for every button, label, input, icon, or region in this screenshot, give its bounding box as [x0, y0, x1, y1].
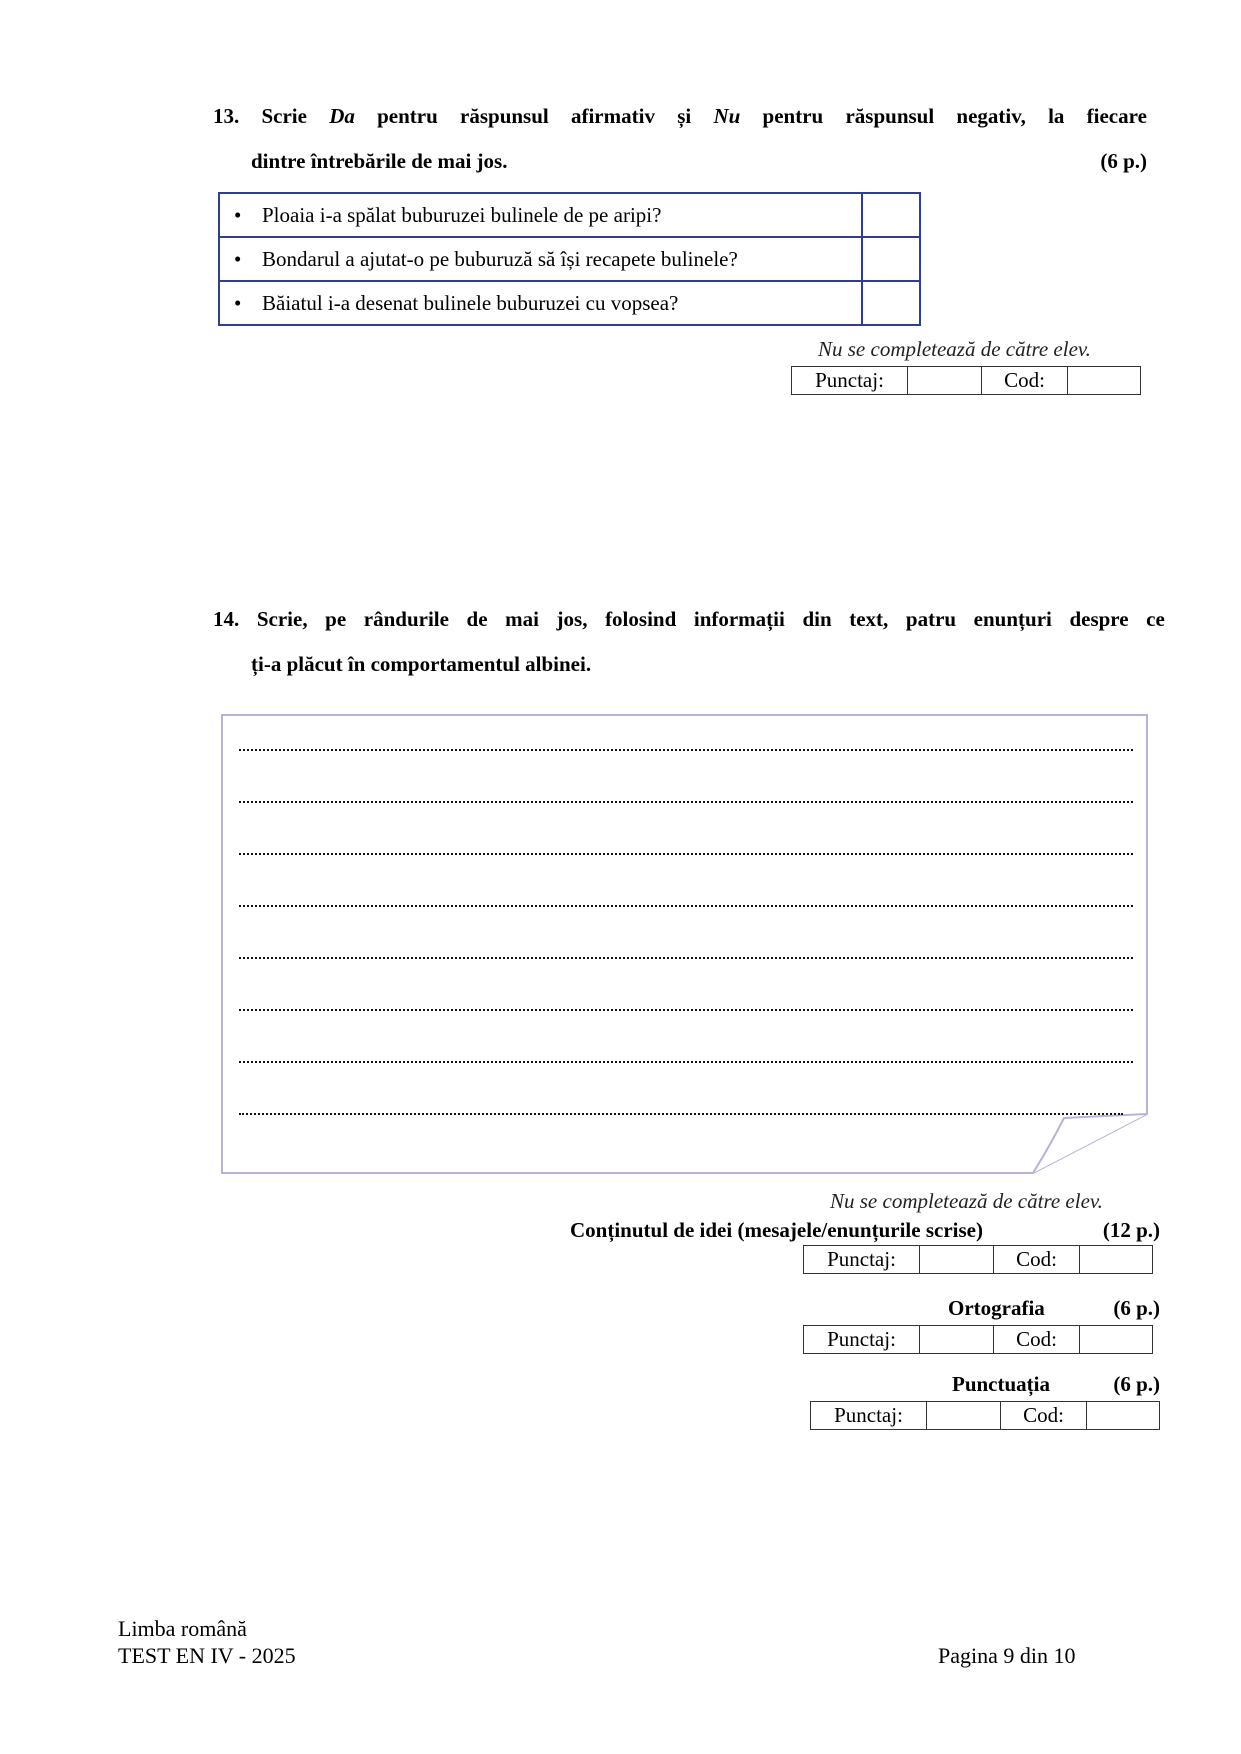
q14-number: 14.	[213, 607, 240, 631]
q14-line-1: 14. Scrie, pe rândurile de mai jos, folosind informații din text, patru enunțuri despre ce	[213, 607, 1165, 631]
code-label: Cod:	[982, 367, 1068, 395]
score-label: Punctaj:	[792, 367, 908, 395]
grading-note: Nu se completează de către elev.	[830, 1189, 1103, 1213]
q13-line-1: 13. Scrie Da pentru răspunsul afirmativ și Nu pentru răspunsul negativ, la fiecare	[213, 104, 1147, 128]
criterion-punctuation: Punctuația (6 p.)	[952, 1372, 1160, 1396]
q13-points: (6 p.)	[1100, 149, 1147, 173]
table-row	[219, 281, 920, 325]
bullet-icon: •	[234, 246, 242, 271]
q14-writing-area[interactable]	[221, 714, 1149, 1174]
writing-line[interactable]	[239, 1113, 1123, 1115]
table-row	[219, 237, 920, 281]
code-box	[1068, 367, 1141, 395]
code-label: Cod:	[994, 1246, 1080, 1274]
grading-note: Nu se completează de către elev.	[818, 337, 1091, 361]
q13-line-2: dintre întrebările de mai jos. (6 p.)	[251, 149, 1147, 173]
writing-line[interactable]	[239, 853, 1133, 855]
score-box	[920, 1246, 994, 1274]
criterion-spelling: Ortografia (6 p.)	[948, 1296, 1160, 1320]
q13-answer-box-2[interactable]	[862, 237, 920, 281]
footer-page-number: Pagina 9 din 10	[938, 1643, 1076, 1668]
score-box	[908, 367, 982, 395]
bullet-icon: •	[234, 290, 242, 315]
code-box	[1080, 1326, 1153, 1354]
q13-answer-table	[218, 192, 921, 326]
spelling-score-table	[803, 1325, 1153, 1354]
content-score-table	[803, 1245, 1153, 1274]
code-box	[1087, 1402, 1160, 1430]
q13-answer-box-3[interactable]	[862, 281, 920, 325]
score-box	[927, 1402, 1001, 1430]
score-box	[920, 1326, 994, 1354]
punctuation-score-table	[810, 1401, 1160, 1430]
footer-subject: Limba română	[118, 1616, 247, 1641]
criterion-content: Conținutul de idei (mesajele/enunțurile scrise) (12 p.)	[570, 1218, 1160, 1242]
writing-line[interactable]	[239, 801, 1133, 803]
table-row	[219, 193, 920, 237]
code-label: Cod:	[994, 1326, 1080, 1354]
bullet-icon: •	[234, 202, 242, 227]
code-box	[1080, 1246, 1153, 1274]
score-label: Punctaj:	[804, 1246, 920, 1274]
score-label: Punctaj:	[811, 1402, 927, 1430]
q14-line-2: ți-a plăcut în comportamentul albinei.	[251, 652, 592, 676]
footer-test-name: TEST EN IV - 2025	[118, 1643, 296, 1668]
q13-number: 13.	[213, 104, 240, 128]
q13-question-3: Băiatul i-a desenat bulinele buburuzei cu vopsea?	[262, 290, 679, 315]
writing-line[interactable]	[239, 1009, 1133, 1011]
writing-line[interactable]	[239, 957, 1133, 959]
q13-answer-box-1[interactable]	[862, 193, 920, 237]
q13-score-table	[791, 366, 1141, 395]
writing-line[interactable]	[239, 1061, 1133, 1063]
page-curl-frame	[221, 714, 1149, 1174]
score-label: Punctaj:	[804, 1326, 920, 1354]
code-label: Cod:	[1001, 1402, 1087, 1430]
writing-line[interactable]	[239, 749, 1133, 751]
q13-question-2: Bondarul a ajutat-o pe buburuză să își recapete bulinele?	[262, 246, 738, 271]
writing-line[interactable]	[239, 905, 1133, 907]
q13-question-1: Ploaia i-a spălat buburuzei bulinele de pe aripi?	[262, 202, 662, 227]
